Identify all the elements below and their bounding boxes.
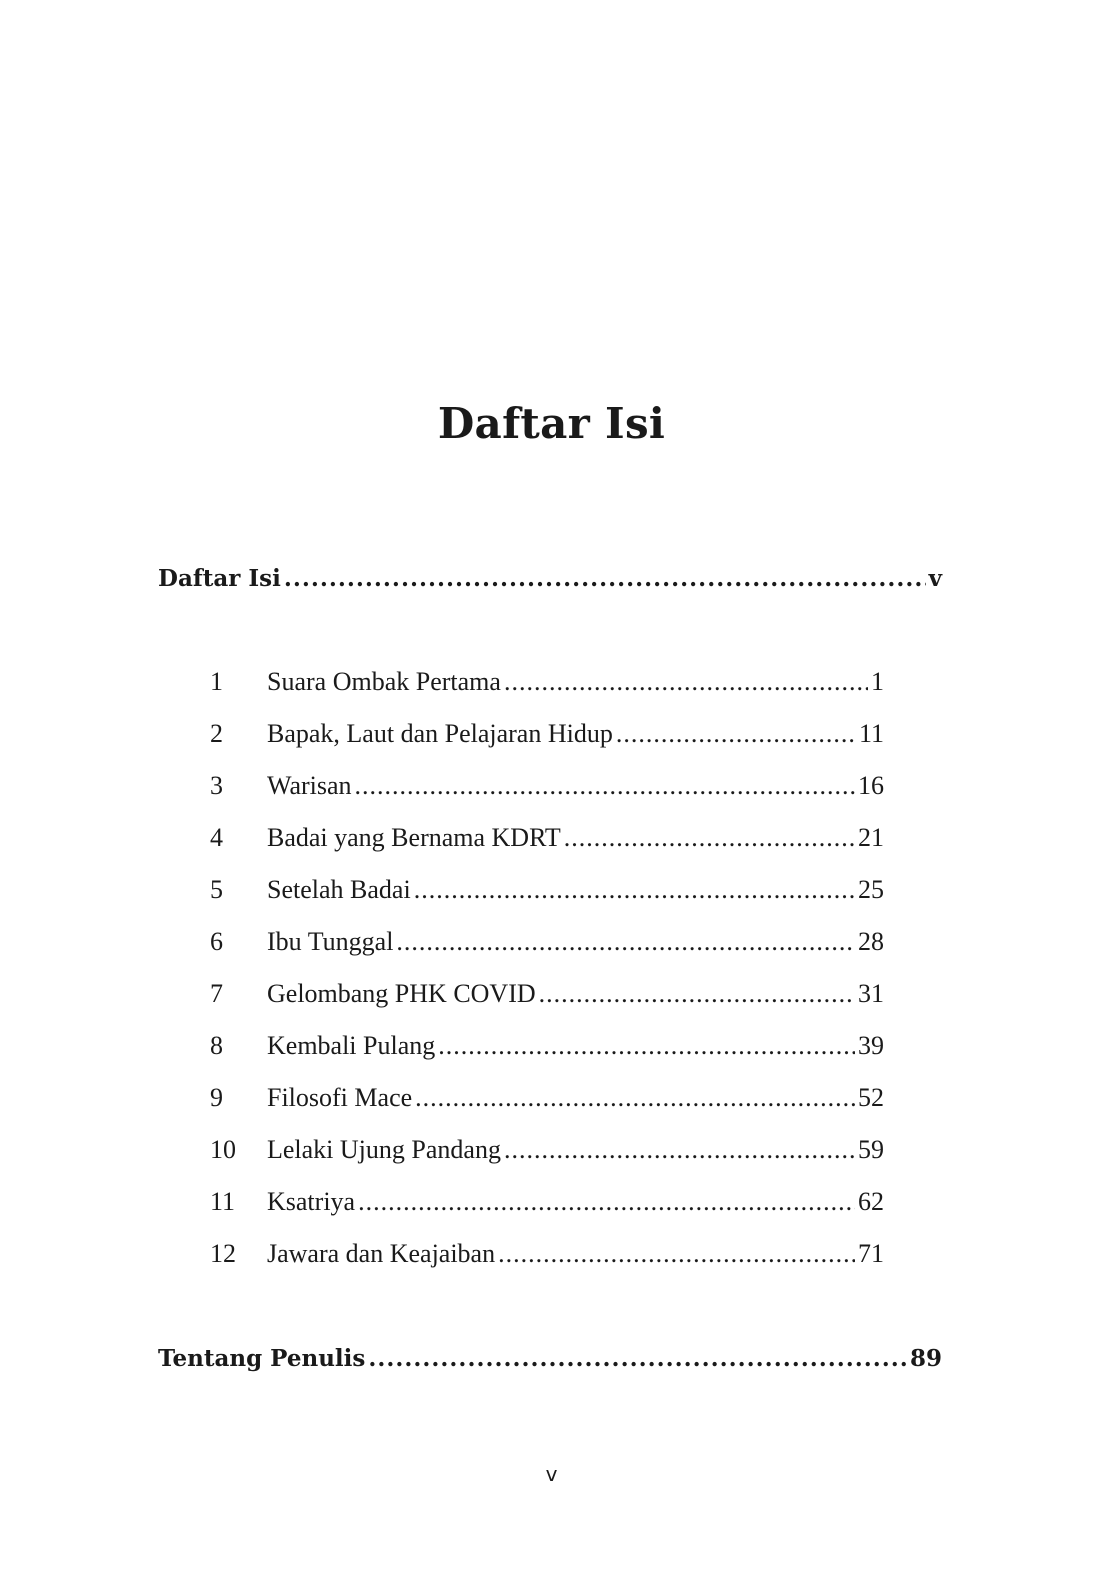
chapter-page: 11 <box>858 719 884 748</box>
toc-entry-title: Tentang Penulis <box>158 1345 366 1372</box>
toc-chapter-row[interactable] <box>210 977 884 1011</box>
chapter-page: 71 <box>858 1239 884 1268</box>
chapter-page: 62 <box>858 1187 884 1216</box>
toc-entry-daftar-isi[interactable] <box>158 562 942 596</box>
chapter-number: 5 <box>210 875 223 904</box>
chapter-title: Warisan <box>267 771 352 800</box>
chapter-page: 16 <box>858 771 884 800</box>
chapter-page: 28 <box>858 927 884 956</box>
chapter-page: 1 <box>871 667 884 696</box>
chapter-number: 11 <box>210 1187 236 1216</box>
chapter-title: Bapak, Laut dan Pelajaran Hidup <box>267 719 613 748</box>
chapter-title: Badai yang Bernama KDRT <box>267 823 561 852</box>
toc-chapter-row[interactable] <box>210 665 884 699</box>
toc-chapter-row[interactable] <box>210 717 884 751</box>
chapter-title: Jawara dan Keajaiban <box>267 1239 496 1268</box>
chapter-title: Lelaki Ujung Pandang <box>267 1135 501 1164</box>
toc-chapter-row[interactable] <box>210 1081 884 1115</box>
chapter-title: Ibu Tunggal <box>267 927 394 956</box>
chapter-number: 6 <box>210 927 223 956</box>
chapter-page: 39 <box>858 1031 884 1060</box>
chapter-title: Filosofi Mace <box>267 1083 413 1112</box>
chapter-number: 9 <box>210 1083 223 1112</box>
chapter-number: 10 <box>210 1135 236 1164</box>
chapter-page: 25 <box>858 875 884 904</box>
toc-chapter-row[interactable] <box>210 1237 884 1271</box>
toc-chapter-row[interactable] <box>210 873 884 907</box>
dot-leader <box>504 665 868 699</box>
toc-entry-page: v <box>928 565 942 592</box>
dot-leader <box>284 562 926 596</box>
chapter-number: 3 <box>210 771 223 800</box>
toc-chapter-row[interactable] <box>210 769 884 803</box>
dot-leader <box>355 769 855 803</box>
dot-leader <box>396 925 855 959</box>
chapter-number: 7 <box>210 979 223 1008</box>
chapter-title: Setelah Badai <box>267 875 411 904</box>
dot-leader <box>438 1029 855 1063</box>
chapter-page: 59 <box>858 1135 884 1164</box>
dot-leader <box>368 1342 907 1376</box>
toc-chapter-row[interactable] <box>210 1029 884 1063</box>
chapter-number: 12 <box>210 1239 236 1268</box>
dot-leader <box>564 821 855 855</box>
chapter-title: Gelombang PHK COVID <box>267 979 536 1008</box>
dot-leader <box>498 1237 855 1271</box>
dot-leader <box>539 977 855 1011</box>
toc-entry-title: Daftar Isi <box>158 565 281 592</box>
page-number: v <box>545 1462 558 1486</box>
dot-leader <box>415 1081 855 1115</box>
chapter-title: Kembali Pulang <box>267 1031 436 1060</box>
dot-leader <box>616 717 856 751</box>
toc-entry-tentang-penulis[interactable] <box>158 1342 942 1376</box>
dot-leader <box>358 1185 855 1219</box>
chapter-number: 1 <box>210 667 223 696</box>
toc-chapter-row[interactable] <box>210 925 884 959</box>
chapter-page: 52 <box>858 1083 884 1112</box>
page-title: Daftar Isi <box>437 399 666 449</box>
chapter-title: Ksatriya <box>267 1187 356 1216</box>
chapter-number: 8 <box>210 1031 223 1060</box>
chapter-number: 4 <box>210 823 223 852</box>
chapter-page: 21 <box>858 823 884 852</box>
dot-leader <box>414 873 855 907</box>
toc-entry-page: 89 <box>909 1345 942 1372</box>
chapter-number: 2 <box>210 719 223 748</box>
toc-chapter-row[interactable] <box>210 821 884 855</box>
toc-chapter-row[interactable] <box>210 1133 884 1167</box>
dot-leader <box>504 1133 855 1167</box>
chapter-page: 31 <box>858 979 884 1008</box>
chapter-title: Suara Ombak Pertama <box>267 667 501 696</box>
toc-chapter-row[interactable] <box>210 1185 884 1219</box>
